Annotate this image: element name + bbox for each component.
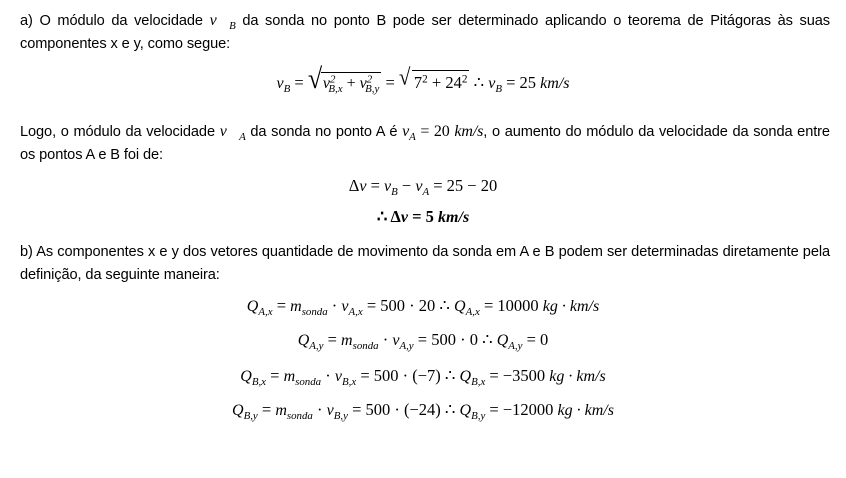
qax-q2-sub: A,x <box>465 305 480 318</box>
part-a-paragraph-1 <box>20 9 830 56</box>
eq1-radical-2: √ $7^2 + 24^2$ <box>398 63 468 92</box>
qbx-dot: · <box>321 366 335 385</box>
qbx-q2-sub: B,x <box>471 375 486 388</box>
eq1-result-unit: km/s <box>540 75 570 92</box>
eq1-result-value: = 25 <box>501 73 541 92</box>
para2-va-sub: A <box>409 130 416 143</box>
qby-eq: = <box>257 400 276 419</box>
equation-q-by <box>0 400 846 420</box>
eq2-va-sub: A <box>422 185 430 198</box>
qax-res: = 10000 <box>479 296 543 315</box>
eq2-va: v <box>415 178 423 195</box>
para2-rest: , o aumento do módulo da velocidade da sonda entre os pontos A e B foi de: <box>20 124 830 163</box>
qax-unit: kg · km/s <box>542 298 600 315</box>
velocity-a-vector-symbol: v⃗ <box>219 123 240 140</box>
qay-m-sub: sonda <box>352 339 379 352</box>
qax-q: Q <box>246 298 259 315</box>
eq1-radical-1: √ $v^2_{B,x} + v^2_{B,y}$ <box>307 62 380 95</box>
eq1-equals: = <box>290 73 308 92</box>
eq3-value: = 5 <box>408 207 439 226</box>
qay-q2-sub: A,y <box>508 339 523 352</box>
qax-nums: = 500 · 20 ∴ <box>362 296 455 315</box>
eq1-rad1-term2-sup: 2 <box>366 73 373 86</box>
equation-delta-v-result <box>0 207 846 227</box>
eq1-rad1-term1: v <box>322 75 330 92</box>
eq1-rad2-plus: + <box>427 73 446 92</box>
velocity-b-vector-sub: B <box>229 19 236 32</box>
qax-v: v <box>341 298 349 315</box>
eq1-lhs: v <box>276 75 284 92</box>
velocity-a-vector-sub: A <box>239 130 246 143</box>
qby-q: Q <box>232 402 244 419</box>
eq1-result-v: v <box>488 75 496 92</box>
qby-v-sub: B,y <box>333 409 348 422</box>
eq1-rad2-a: 7 <box>413 73 423 92</box>
qay-res: = 0 <box>522 330 549 349</box>
equation-q-bx <box>0 366 846 386</box>
qax-v-sub: A,x <box>348 305 363 318</box>
eq1-lhs-sub: B <box>283 82 291 95</box>
qbx-v: v <box>334 368 342 385</box>
eq1-rad2-b-sup: 2 <box>461 73 468 86</box>
eq1-rad1-term2-sub: B,y <box>365 82 380 95</box>
eq1-rad1-term1-sup: 2 <box>329 73 336 86</box>
eq2-vb-sub: B <box>391 185 398 198</box>
qax-m: m <box>290 298 302 315</box>
qay-eq: = <box>323 330 342 349</box>
qay-v: v <box>392 332 400 349</box>
part-b-paragraph: b) As componentes x e y dos vetores quantidade de movimento da sonda em A e B podem ser determinadas diretamente pela definição, da seguinte maneira: <box>20 244 830 283</box>
eq2-delta: Δ <box>348 176 360 195</box>
eq1-rad1-term1-sub: B,x <box>328 82 343 95</box>
eq1-rad2-a-sup: 2 <box>422 73 428 86</box>
qax-m-sub: sonda <box>301 305 328 318</box>
qay-q2: Q <box>496 332 509 349</box>
eq2-v: v <box>359 178 367 195</box>
qay-q-sub: A,y <box>309 339 324 352</box>
equation-q-ay <box>0 330 846 350</box>
qby-res: = −12000 <box>485 400 558 419</box>
qbx-q-sub: B,x <box>251 375 267 388</box>
qbx-nums: = 500 · (−7) ∴ <box>356 366 460 385</box>
para2-va-unit: km/s <box>454 123 484 140</box>
eq2-vb: v <box>384 178 392 195</box>
part-a-intro-rest: da sonda no ponto B pode ser determinado aplicando o teorema de Pitágoras às suas componentes x e y, como segue: <box>20 13 830 52</box>
para2-va-value: = 20 <box>415 123 455 140</box>
qby-nums: = 500 · (−24) ∴ <box>347 400 460 419</box>
qbx-q: Q <box>240 368 252 385</box>
part-a-paragraph-2 <box>20 120 830 167</box>
qbx-m: m <box>283 368 296 385</box>
para2-mid: da sonda no ponto A é <box>250 124 398 140</box>
qby-q2: Q <box>459 402 472 419</box>
qby-m-sub: sonda <box>286 409 313 422</box>
qbx-eq: = <box>266 366 284 385</box>
qax-q-sub: A,x <box>258 305 273 318</box>
equation-delta-v <box>0 176 846 196</box>
qbx-unit: kg · km/s <box>549 368 606 385</box>
para2-va-symbol: v <box>402 123 410 140</box>
qax-q2: Q <box>454 298 466 315</box>
qby-m: m <box>275 402 287 419</box>
eq3-v: v <box>400 209 409 226</box>
equation-vb-pythagoras <box>0 62 846 95</box>
qay-m: m <box>341 332 353 349</box>
qax-eq: = <box>272 296 291 315</box>
qay-dot: · <box>378 330 393 349</box>
qby-dot: · <box>312 400 327 419</box>
eq3-unit: km/s <box>438 209 470 226</box>
qbx-v-sub: B,x <box>341 375 357 388</box>
qby-q-sub: B,y <box>243 409 258 422</box>
qby-v: v <box>326 402 334 419</box>
eq1-equals-2: = <box>381 73 399 92</box>
eq1-plus: + <box>342 75 360 92</box>
qay-nums: = 500 · 0 ∴ <box>413 330 497 349</box>
eq2-rhs: = 25 − 20 <box>429 176 498 195</box>
equation-q-ax <box>0 296 846 316</box>
eq1-therefore: ∴ <box>469 73 489 92</box>
qbx-q2: Q <box>459 368 472 385</box>
qax-dot: · <box>327 296 342 315</box>
qby-unit: kg · km/s <box>557 402 614 419</box>
eq3-delta: Δ <box>390 207 401 226</box>
part-a-intro-text: a) O módulo da velocidade <box>20 13 203 29</box>
eq2-equals: = <box>366 176 385 195</box>
velocity-b-vector-symbol: v⃗ <box>209 12 230 29</box>
qay-v-sub: A,y <box>399 339 414 352</box>
para2-start: Logo, o módulo da velocidade <box>20 124 215 140</box>
qbx-m-sub: sonda <box>295 375 322 388</box>
qby-q2-sub: B,y <box>471 409 486 422</box>
eq1-result-sub: B <box>495 82 502 95</box>
velocity-b-vector <box>209 12 236 32</box>
eq1-rad2-b: 24 <box>445 73 462 92</box>
eq3-therefore: ∴ <box>376 207 391 226</box>
eq1-rad1-term2: v <box>359 75 367 92</box>
qbx-res: = −3500 <box>485 366 550 385</box>
qay-q: Q <box>297 332 310 349</box>
eq2-minus: − <box>397 176 416 195</box>
